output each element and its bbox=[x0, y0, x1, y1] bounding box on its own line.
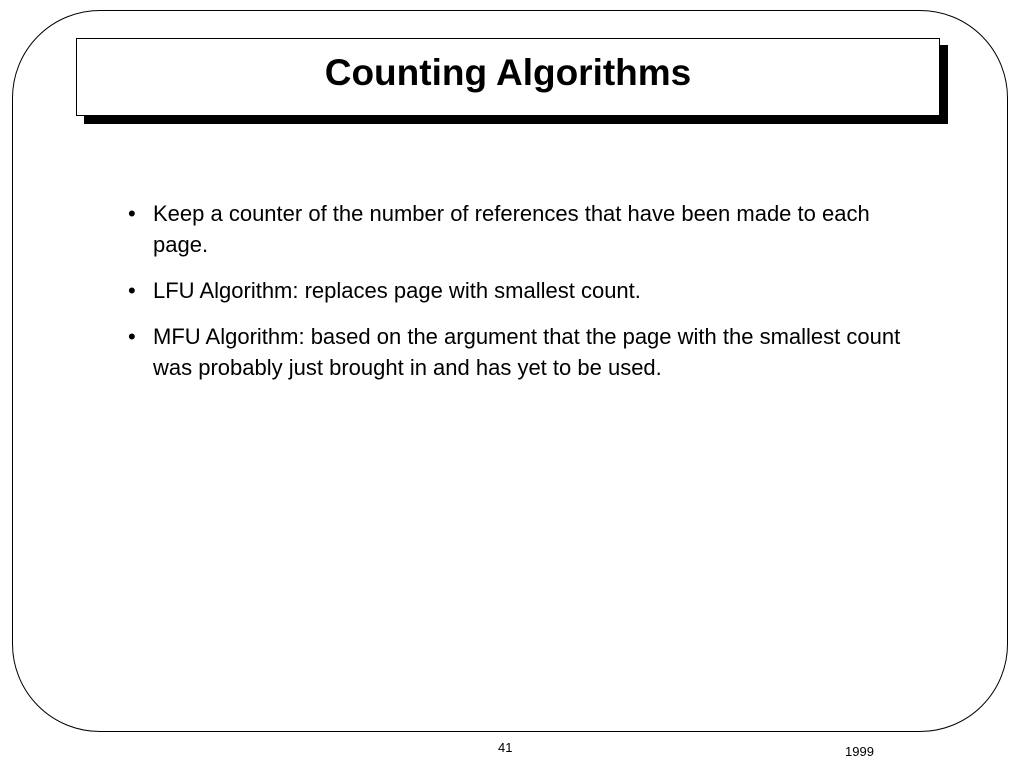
bullet-icon: • bbox=[128, 278, 136, 303]
bullet-item bbox=[126, 198, 916, 260]
page-number: 41 bbox=[498, 740, 513, 755]
footer-year: 1999 bbox=[845, 744, 874, 759]
bullet-icon: • bbox=[128, 324, 136, 349]
bullet-list bbox=[126, 198, 916, 398]
bullet-icon: • bbox=[128, 201, 136, 226]
bullet-text: LFU Algorithm: replaces page with smallest count. bbox=[153, 278, 641, 303]
title-box bbox=[76, 38, 940, 116]
slide-title: Counting Algorithms bbox=[324, 52, 692, 93]
bullet-text: Keep a counter of the number of references that have been made to each page. bbox=[153, 201, 870, 257]
bullet-text: MFU Algorithm: based on the argument that the page with the smallest count was probably just brought in and has yet to be used. bbox=[153, 324, 901, 380]
bullet-item bbox=[126, 275, 916, 306]
bullet-item bbox=[126, 321, 916, 383]
